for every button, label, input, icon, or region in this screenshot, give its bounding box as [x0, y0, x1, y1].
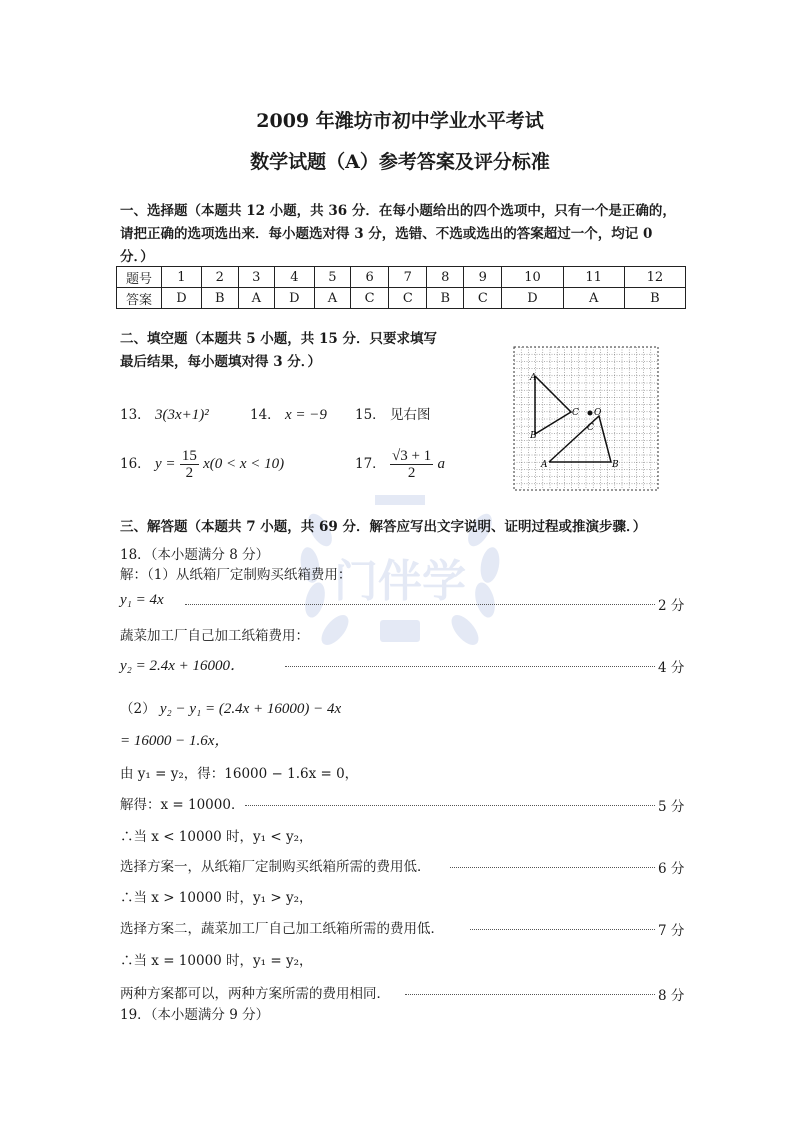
watermark-text: 门伴学: [334, 556, 466, 607]
q19-title: 19．（本小题满分 9 分）: [120, 1007, 270, 1023]
grid-figure-svg: [513, 346, 659, 491]
q16-rest: x(0 < x < 10): [203, 456, 285, 472]
label-c2: C: [587, 423, 594, 433]
q18-line8: 解得：x = 10000．: [120, 797, 245, 813]
q18-y2-eq: y₂ = 2.4x + 16000．: [120, 658, 246, 674]
q17-denominator: 2: [407, 465, 416, 481]
section1-header-line3: 分．）: [120, 249, 154, 265]
score-7: 7 分: [658, 923, 685, 939]
q13: [120, 403, 209, 424]
document-title: 2009 年潍坊市初中学业水平考试: [256, 110, 544, 132]
label-a2: A: [541, 460, 548, 470]
table-cell: 9: [464, 267, 502, 288]
score-2: 2 分: [658, 598, 685, 614]
score-leader-5: [470, 929, 655, 930]
section2-header: [120, 328, 437, 374]
q16-fraction: [180, 448, 199, 481]
section2-header-line2: 最后结果，每小题填对得 3 分．）: [120, 354, 322, 370]
table-cell: 4: [274, 267, 314, 288]
label-c: C: [572, 408, 579, 418]
table-row-answers: [117, 288, 686, 309]
q16-numerator: 15: [181, 448, 197, 464]
label-b2: B: [612, 460, 619, 470]
table-cell: 6: [351, 267, 389, 288]
q18-line7: 由 y₁ = y₂，得：16000 − 1.6x = 0，: [120, 766, 359, 782]
score-5: 5 分: [658, 799, 685, 815]
q14-answer: x = −9: [284, 407, 327, 423]
q15-label: 15．: [355, 407, 386, 423]
q14: [250, 403, 327, 424]
q16-denominator: 2: [185, 465, 194, 481]
q14-label: 14．: [250, 407, 281, 423]
score-4: 4 分: [658, 660, 685, 676]
table-cell: D: [502, 288, 563, 309]
answer-table: [116, 266, 686, 309]
center-point: [588, 411, 593, 416]
table-cell: 3: [238, 267, 274, 288]
section2-header-line1: 二、填空题（本题共 5 小题，共 15 分．只要求填写: [120, 331, 437, 347]
q18-line3: 蔬菜加工厂自己加工纸箱费用：: [120, 628, 309, 644]
section3-header: 三、解答题（本题共 7 小题，共 69 分．解答应写出文字说明、证明过程或推演步骤．）: [120, 519, 647, 535]
table-cell: B: [624, 288, 685, 309]
part2-eq: y₂ − y₁ = (2.4x + 16000) − 4x: [159, 701, 342, 717]
table-row-numbers: [117, 267, 686, 288]
table-row-label: 题号: [117, 267, 162, 288]
score-8: 8 分: [658, 988, 685, 1004]
q18-line12: 选择方案二，蔬菜加工厂自己加工纸箱所需的费用低．: [120, 921, 444, 937]
q18-line10: 选择方案一，从纸箱厂定制购买纸箱所需的费用低．: [120, 859, 431, 875]
table-cell: 8: [427, 267, 464, 288]
q18-title: 18．（本小题满分 8 分）: [120, 547, 270, 563]
table-cell: C: [389, 288, 427, 309]
q17-variable: a: [437, 456, 445, 472]
table-cell: B: [427, 288, 464, 309]
q16-lhs: y =: [154, 456, 176, 472]
table-row-label: 答案: [117, 288, 162, 309]
table-cell: A: [238, 288, 274, 309]
score-6: 6 分: [658, 861, 685, 877]
table-cell: 1: [162, 267, 202, 288]
table-cell: C: [351, 288, 389, 309]
table-cell: D: [162, 288, 202, 309]
q17-fraction: [390, 448, 433, 481]
table-cell: 2: [201, 267, 238, 288]
label-a1: A: [530, 373, 537, 383]
q16: [120, 448, 284, 481]
q18-line11: ∴当 x > 10000 时，y₁ > y₂，: [120, 890, 313, 906]
score-leader-3: [245, 805, 655, 806]
score-leader-4: [450, 867, 655, 868]
q15: [355, 403, 430, 423]
q18-line14: 两种方案都可以，两种方案所需的费用相同．: [120, 986, 390, 1002]
q18-y1-eq: y₁ = 4x: [120, 592, 164, 608]
q13-label: 13．: [120, 407, 151, 423]
q18-line1: 解：（1）从纸箱厂定制购买纸箱费用：: [120, 567, 352, 583]
score-leader-1: [185, 604, 655, 605]
table-cell: 10: [502, 267, 563, 288]
label-o: O: [594, 408, 602, 418]
q18-part2: [120, 697, 341, 718]
score-leader-2: [285, 666, 655, 667]
q17-numerator: √3 + 1: [391, 448, 432, 464]
triangle-1: [535, 376, 571, 434]
q13-answer: 3(3x+1)²: [154, 407, 209, 423]
q15-answer: 见右图: [389, 407, 431, 423]
score-leader-6: [405, 994, 655, 995]
section1-header-line2: 请把正确的选项选出来．每小题选对得 3 分，选错、不选或选出的答案超过一个，均记 0: [120, 226, 653, 242]
grid-figure: [513, 346, 659, 491]
table-cell: 5: [314, 267, 350, 288]
q18-line13: ∴当 x = 10000 时，y₁ = y₂，: [120, 953, 313, 969]
table-cell: A: [563, 288, 624, 309]
table-cell: A: [314, 288, 350, 309]
document-subtitle: 数学试题（A）参考答案及评分标准: [250, 151, 550, 173]
q16-label: 16．: [120, 456, 151, 472]
table-cell: D: [274, 288, 314, 309]
table-cell: 11: [563, 267, 624, 288]
label-b1: B: [530, 431, 537, 441]
table-cell: C: [464, 288, 502, 309]
section1-header-line1: 一、选择题（本题共 12 小题，共 36 分．在每小题给出的四个选项中，只有一个是正确的，: [120, 203, 676, 219]
q17-label: 17．: [355, 456, 386, 472]
q17: [355, 448, 445, 481]
section1-header: [120, 200, 700, 269]
table-cell: 7: [389, 267, 427, 288]
part2-label: （2）: [120, 701, 156, 717]
table-cell: 12: [624, 267, 685, 288]
table-cell: B: [201, 288, 238, 309]
q18-line6: = 16000 − 1.6x，: [120, 733, 230, 749]
q18-line9: ∴当 x < 10000 时，y₁ < y₂，: [120, 829, 313, 845]
